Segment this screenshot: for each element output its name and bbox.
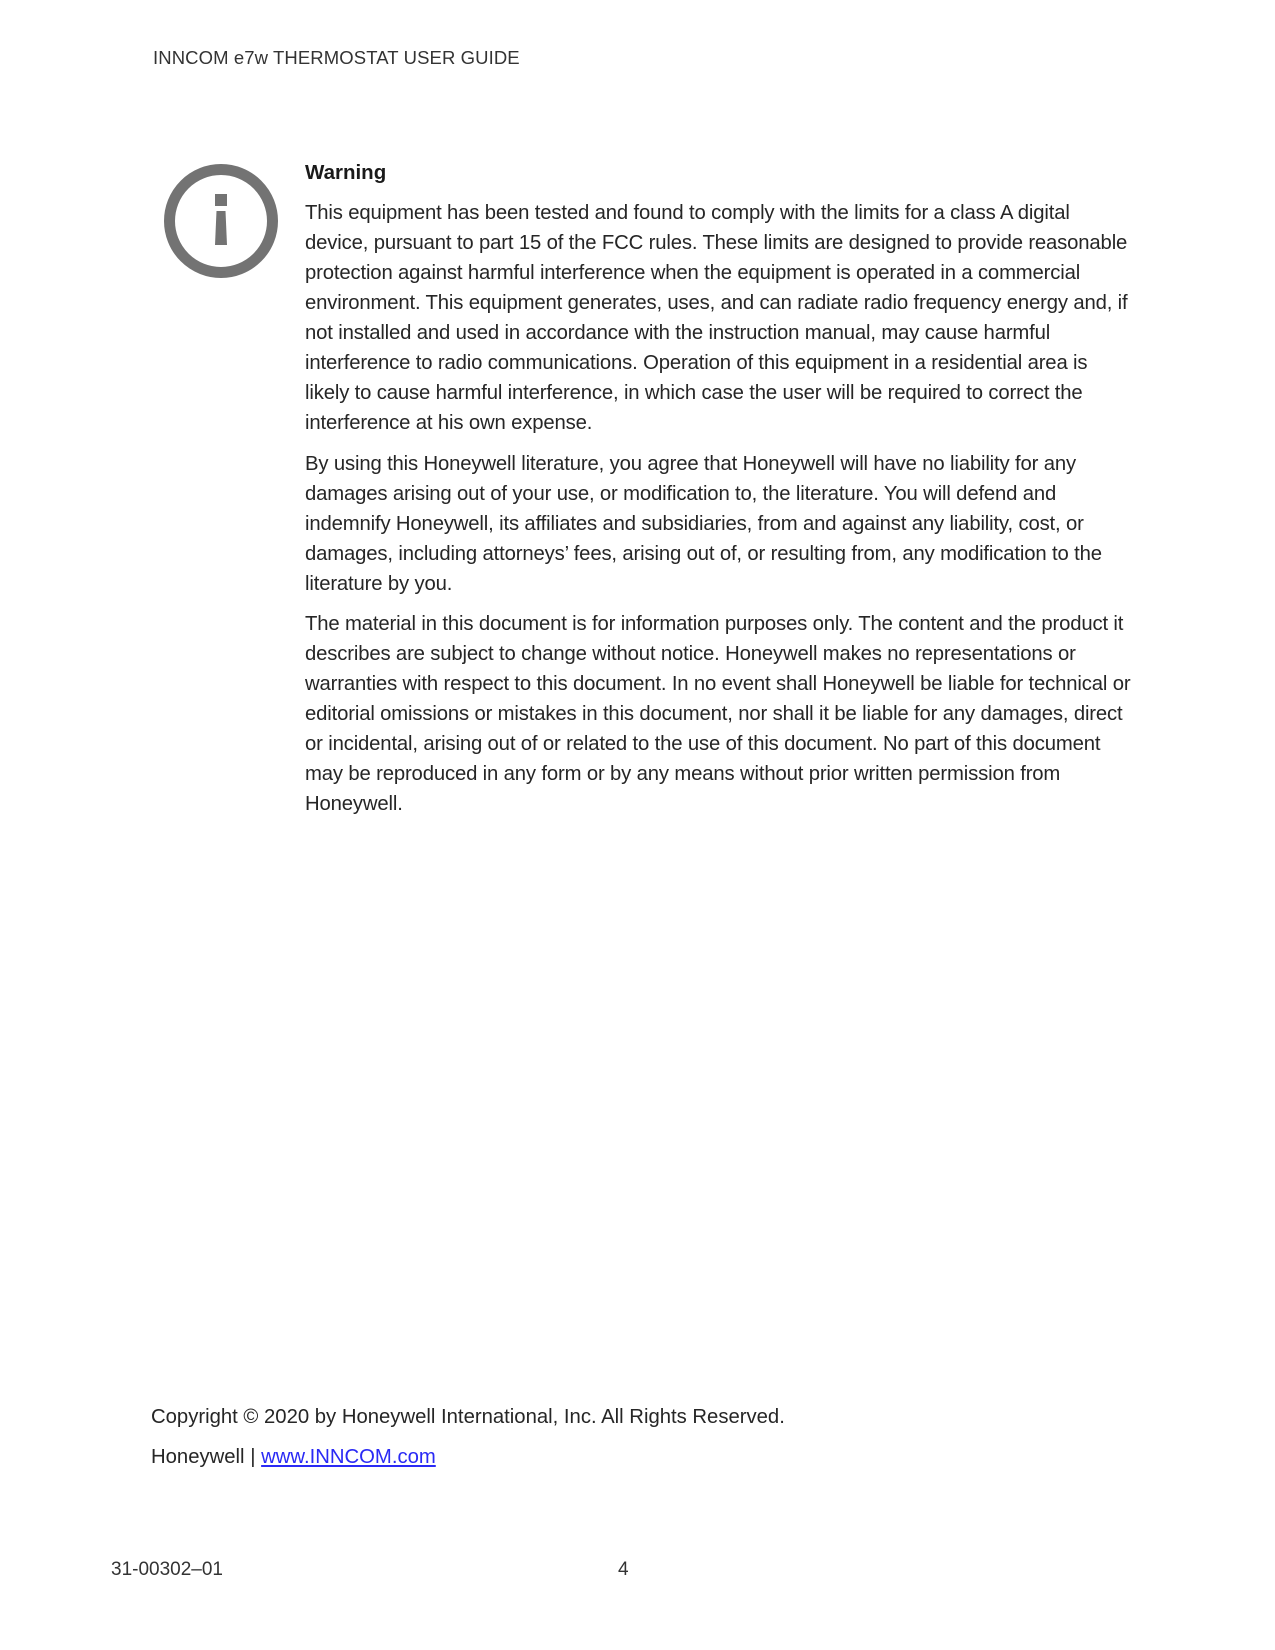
- separator: |: [244, 1446, 262, 1468]
- document-number: 31-00302–01: [111, 1559, 223, 1580]
- fcc-compliance-paragraph: This equipment has been tested and found to comply with the limits for a class A digital device, pursuant to part 15 of the FCC rules. These limits are designed to provide reasonable protection against harmful interference when the equipment is operated in a commercial environment. This equipment generates, uses, and can radiate radio frequency energy and, if not installed and used in accordance with the instruction manual, may cause harmful interference to radio communications. Operation of this equipment in a residential area is likely to cause harmful interference, in which case the user will be required to correct the interference at his own expense.: [305, 202, 1128, 434]
- page-number: 4: [618, 1559, 629, 1580]
- liability-paragraph: By using this Honeywell literature, you agree that Honeywell will have no liability for any damages arising out of your use, or modification to, the literature. You will defend and indemnify Honeywell, its affiliates and subsidiaries, from and against any liability, cost, or damages, including attorneys’ fees, arising out of, or resulting from, any modification to the literature by you.: [305, 452, 1102, 595]
- inncom-website-link[interactable]: www.INNCOM.com: [261, 1446, 436, 1468]
- copyright-block: [151, 1397, 785, 1477]
- notice-title: Warning: [305, 161, 387, 184]
- info-icon: [163, 163, 279, 279]
- company-name: Honeywell: [151, 1446, 245, 1468]
- company-line: [151, 1437, 785, 1477]
- copyright-line: Copyright © 2020 by Honeywell International, Inc. All Rights Reserved.: [151, 1406, 785, 1428]
- warning-notice: [305, 158, 1135, 830]
- running-header: INNCOM e7w THERMOSTAT USER GUIDE: [153, 47, 520, 68]
- disclaimer-paragraph: The material in this document is for information purposes only. The content and the product it describes are subject to change without notice. Honeywell makes no representations or warranties with respect to this document. In no event shall Honeywell be liable for technical or editorial omissions or mistakes in this document, nor shall it be liable for any damages, direct or incidental, arising out of or related to the use of this document. No part of this document may be reproduced in any form or by any means without prior written permission from Honeywell.: [305, 613, 1131, 815]
